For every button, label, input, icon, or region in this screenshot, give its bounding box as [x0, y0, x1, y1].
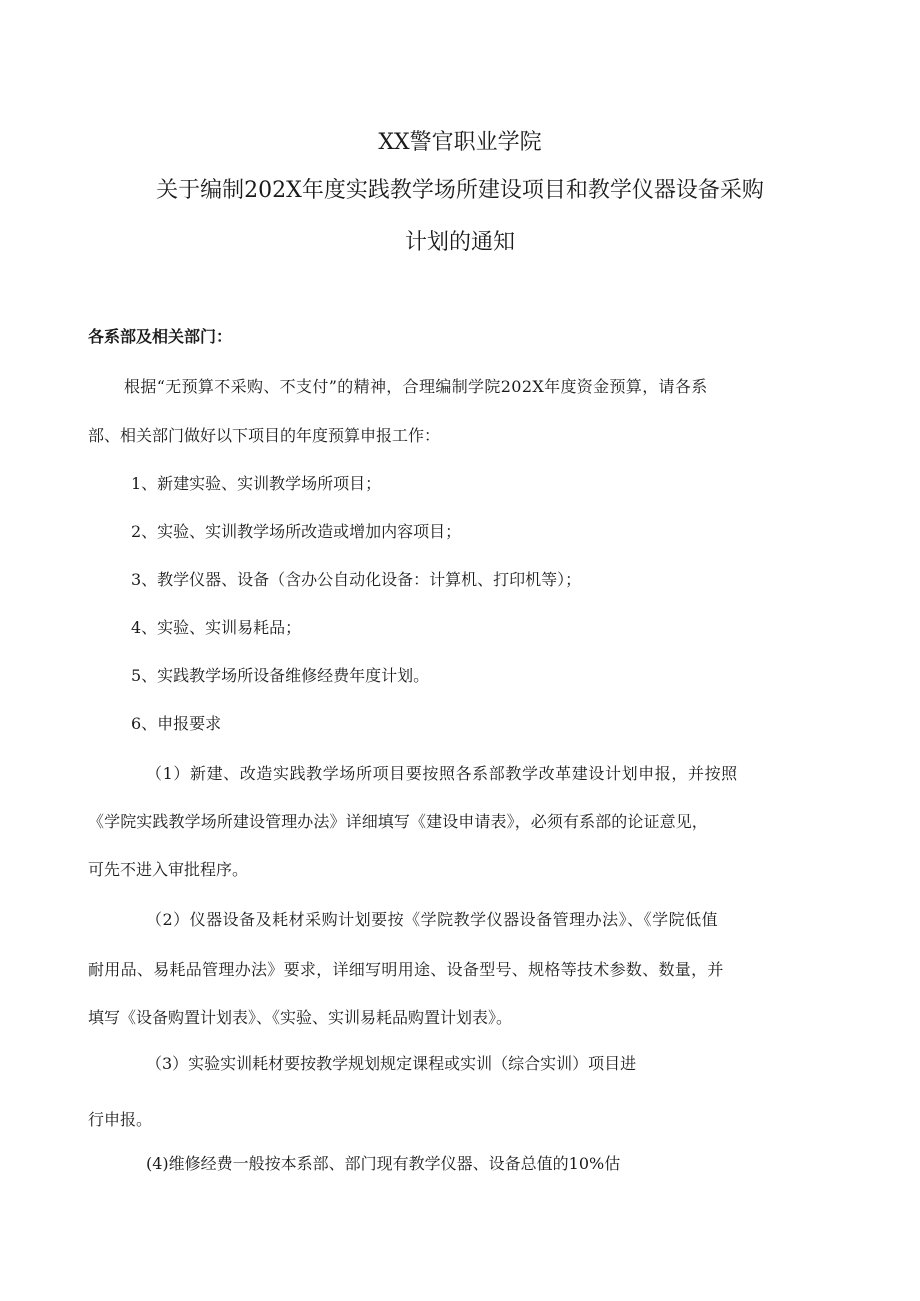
list-item: 1、新建实验、实训教学场所项目； — [131, 474, 382, 493]
notice-title-line2: 计划的通知 — [404, 230, 515, 255]
list-item: 5、实践教学场所设备维修经费年度计划。 — [131, 666, 430, 685]
salutation: 各系部及相关部门： — [88, 327, 233, 346]
req1-line2: 《学院实践教学场所建设管理办法》详细填写《建设申请表》，必须有系部的论证意见， — [88, 812, 708, 831]
list-item: 6、申报要求 — [131, 714, 222, 733]
req4-line1: (4)维修经费一般按本系部、部门现有教学仪器、设备总值的10%估 — [146, 1154, 621, 1173]
intro-line1: 根据“无预算不采购、不支付”的精神，合理编制学院202X年度资金预算，请各系 — [124, 377, 708, 396]
list-item: 4、实验、实训易耗品； — [131, 618, 302, 637]
req2-line3: 填写《设备购置计划表》、《实验、实训易耗品购置计划表》。 — [88, 1008, 513, 1027]
notice-title-line1: 关于编制202X年度实践教学场所建设项目和教学仪器设备采购 — [156, 178, 764, 203]
req1-line3: 可先不进入审批程序。 — [88, 860, 249, 879]
req2-line2: 耐用品、易耗品管理办法》要求，详细写明用途、设备型号、规格等技术参数、数量，并 — [88, 960, 724, 979]
school-name: XX警官职业学院 — [378, 130, 542, 155]
req1-line1: （1）新建、改造实践教学场所项目要按照各系部教学改革建设计划申报，并按照 — [146, 764, 738, 783]
list-item: 2、实验、实训教学场所改造或增加内容项目； — [131, 522, 462, 541]
req3-line1: （3）实验实训耗材要按教学规划规定课程或实训（综合实训）项目进 — [146, 1054, 637, 1073]
list-item: 3、教学仪器、设备（含办公自动化设备：计算机、打印机等）； — [131, 570, 582, 589]
req3-line2: 行申报。 — [88, 1110, 153, 1129]
intro-line2: 部、相关部门做好以下项目的年度预算申报工作： — [88, 426, 441, 445]
req2-line1: （2）仪器设备及耗材采购计划要按《学院教学仪器设备管理办法》、《学院低值 — [146, 910, 719, 929]
